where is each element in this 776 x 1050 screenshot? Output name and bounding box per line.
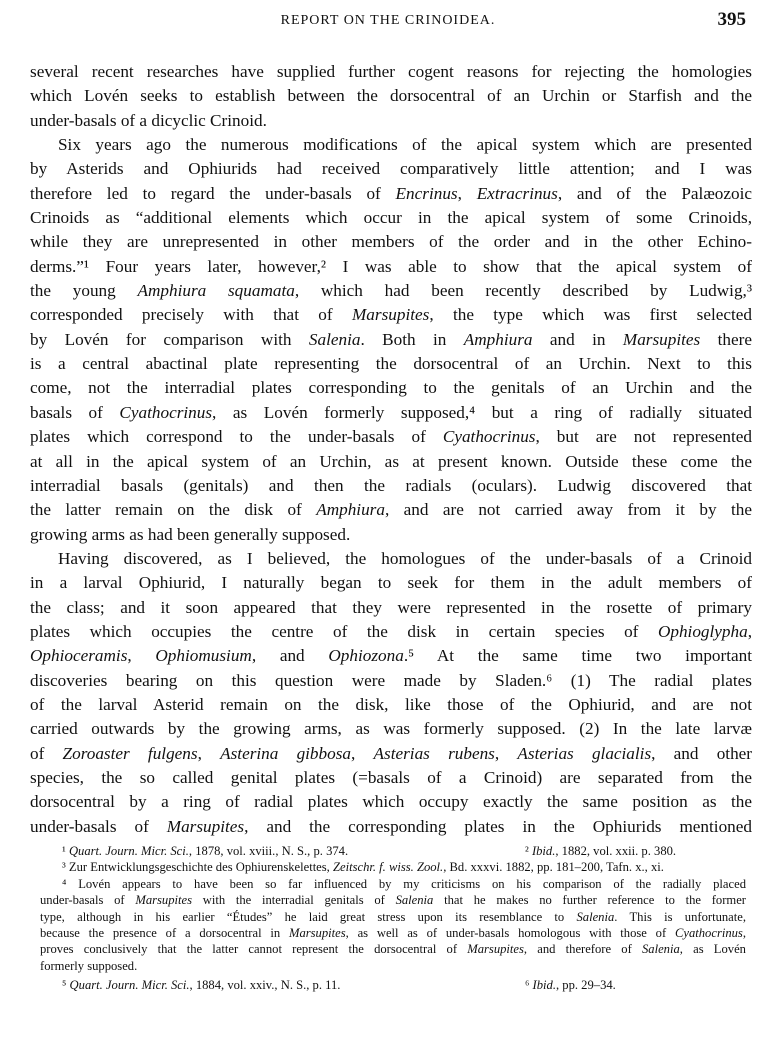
italic-text: Ophioglypha (657, 621, 748, 641)
text-run: , but are not represented (535, 427, 753, 447)
text-run: which Lovén seeks to establish between the dorsocentral of an Urchin or Starfish and the (30, 86, 752, 106)
text-line (30, 84, 752, 108)
italic-text: Encrinus (395, 183, 458, 203)
text-run: come, not the interradial plates corresponding to the genitals of an Urchin and the (30, 378, 752, 398)
text-run: ⁶ (525, 978, 533, 993)
text-line (30, 303, 752, 327)
text-run: , as Lovén (679, 942, 746, 957)
text-line (30, 425, 752, 449)
italic-text: Cyathocrinus (119, 402, 213, 422)
text-run: under-basals of (30, 816, 167, 836)
text-line (30, 766, 752, 790)
italic-text: Marsupites (351, 305, 430, 325)
text-run: , as Lovén formerly supposed,⁴ but a ring of radially situated (212, 402, 752, 422)
text-line (30, 279, 752, 303)
text-run: ² (525, 844, 532, 858)
footnote-right (525, 977, 616, 993)
text-run: discoveries bearing on this question were made by Sladen.⁶ (1) The radial plates (30, 670, 752, 690)
italic-text: Amphiura (316, 500, 385, 520)
text-run: , and therefore of (523, 942, 642, 957)
text-line (30, 133, 752, 157)
text-line (30, 620, 752, 644)
italic-text: Marsupites (288, 925, 346, 940)
text-run: , (127, 646, 156, 666)
text-line (30, 717, 752, 741)
text-run: basals of (30, 402, 120, 422)
text-run: , and of the Palæozoic (557, 183, 753, 203)
footnote-line (40, 843, 746, 859)
text-run: , (457, 183, 477, 203)
text-run: , (747, 621, 752, 641)
italic-text: Marsupites (135, 893, 193, 908)
italic-text: Asterias glacialis (517, 743, 652, 763)
footnote-line (40, 859, 746, 875)
text-run: .⁵ At the same time two important (403, 646, 752, 666)
text-run: , 1882, vol. xxii. p. 380. (555, 844, 677, 858)
text-run: , and (251, 646, 329, 666)
text-run: , (494, 743, 518, 763)
italic-text: Salenia (308, 329, 361, 349)
text-line (30, 182, 752, 206)
italic-text: Zeitschr. f. wiss. Zool. (332, 860, 444, 875)
text-run: formerly supposed. (40, 958, 138, 973)
footnote-right (525, 843, 676, 859)
italic-text: Quart. Journ. Micr. Sci. (68, 844, 189, 858)
text-run: , and the corresponding plates in the Ophiurids mentioned (244, 816, 752, 836)
text-line (30, 60, 752, 84)
footnote-line (40, 941, 746, 957)
text-run: under-basals of (40, 893, 136, 908)
text-line (30, 352, 752, 376)
text-run: , Bd. xxxvi. 1882, pp. 181–200, Tafn. x., xi. (443, 860, 664, 875)
text-run: of the larval Asterid remain on the disk, like those of the Ophiurid, and are not (30, 694, 752, 714)
text-line (30, 693, 752, 717)
italic-text: Quart. Journ. Micr. Sci. (69, 978, 190, 993)
italic-text: Ophiozona (328, 646, 404, 666)
text-run: of (30, 743, 63, 763)
italic-text: Asterina gibbosa (220, 743, 352, 763)
text-run: interradial basals (genitals) and then the radials (oculars). Ludwig discovered that (30, 475, 752, 495)
italic-text: Cyathocrinus (442, 427, 536, 447)
text-line (30, 230, 752, 254)
text-line (30, 255, 752, 279)
text-run: that he makes no further reference to the former (433, 893, 746, 908)
text-line (30, 450, 752, 474)
text-line (30, 571, 752, 595)
text-run: Six years ago the numerous modifications of the apical system which are presented (58, 135, 752, 155)
footnote-line (40, 909, 746, 925)
running-title: REPORT ON THE CRINOIDEA. (280, 13, 496, 28)
text-run: , (197, 743, 221, 763)
italic-text: Asterias rubens (373, 743, 495, 763)
text-line (30, 498, 752, 522)
text-run: with the interradial genitals of (192, 893, 396, 908)
text-line (30, 109, 752, 133)
text-line (30, 474, 752, 498)
text-run: , 1884, vol. xxiv., N. S., p. 11. (189, 978, 341, 993)
text-run: while they are unrepresented in other members of the order and in the other Echino- (30, 232, 752, 252)
text-run: , (351, 743, 374, 763)
italic-text: Zoroaster fulgens (62, 743, 198, 763)
footnote-line (40, 925, 746, 941)
text-run: ¹ (62, 844, 69, 858)
text-run: plates which occupies the centre of the disk in certain species of (30, 621, 658, 641)
footnote-line (40, 977, 746, 993)
text-run: type, although in his earlier “Études” he laid great stress upon its resemblance to (40, 909, 577, 924)
page-number: 395 (717, 9, 746, 30)
text-line (30, 547, 752, 571)
italic-text: Ibid. (531, 844, 556, 858)
text-run: is a central abactinal plate representing the dorsocentral of an Urchin. Next to this (30, 354, 752, 374)
text-run: derms.”¹ Four years later, however,² I was able to show that the apical system of (30, 256, 752, 276)
text-line (30, 815, 752, 839)
text-line (30, 669, 752, 693)
text-run: in a larval Ophiurid, I naturally began to seek for them in the adult members of (30, 573, 752, 593)
italic-text: Salenia (395, 893, 434, 908)
text-run: Crinoids as “additional elements which occur in the apical system of some Crinoids, (30, 208, 752, 228)
italic-text: Marsupites (622, 329, 701, 349)
text-run: dorsocentral by a ring of radial plates which occupy exactly the same position as the (30, 792, 752, 812)
text-run: carried outwards by the growing arms, as was formerly supposed. (2) In the late larvæ (30, 719, 752, 739)
text-run: Having discovered, as I believed, the homologues of the under-basals of a Crinoid (58, 548, 752, 568)
text-run: the class; and it soon appeared that they were represented in the rosette of primary (30, 597, 752, 617)
text-line (30, 644, 752, 668)
text-run: the young (30, 281, 138, 301)
text-run: , the type which was first selected (429, 305, 752, 325)
text-run: ³ Zur Entwicklungsgeschichte des Ophiurenskelettes, (62, 860, 333, 875)
text-run: by Asterids and Ophiurids had received comparatively little attention; and I was (30, 159, 752, 179)
text-line (30, 523, 752, 547)
text-run: by Lovén for comparison with (30, 329, 309, 349)
text-run: and in (532, 329, 623, 349)
text-run: , pp. 29–34. (555, 978, 616, 993)
italic-text: Cyathocrinus (674, 925, 743, 940)
text-run: the latter remain on the disk of (30, 500, 317, 520)
text-line (30, 790, 752, 814)
footnotes (40, 843, 746, 994)
text-run: there (700, 329, 752, 349)
text-run: . This is unfortunate, (614, 909, 746, 924)
text-run: . Both in (360, 329, 464, 349)
text-run: , (742, 925, 746, 940)
italic-text: Ophioceramis (30, 646, 128, 666)
text-run: under-basals of a dicyclic Crinoid. (30, 110, 267, 130)
italic-text: Extracrinus (476, 183, 558, 203)
text-run: species, the so called genital plates (=basals of a Crinoid) are separated from the (30, 767, 752, 787)
text-run: ⁴ Lovén appears to have been so far influenced by my criticisms on his comparison of the radially placed (62, 876, 746, 891)
text-run: several recent researches have supplied further cogent reasons for rejecting the homologies (30, 62, 752, 81)
text-run: , 1878, vol. xviii., N. S., p. 374. (188, 844, 349, 858)
text-run: therefore led to regard the under-basals of (30, 183, 396, 203)
text-line (30, 157, 752, 181)
text-run: proves conclusively that the latter cannot represent the dorsocentral of (40, 942, 468, 957)
text-run: ⁵ (62, 978, 70, 993)
italic-text: Ibid. (532, 978, 556, 993)
text-run: growing arms as had been generally supposed. (30, 524, 351, 544)
text-run: , and are not carried away from it by the (384, 500, 752, 520)
text-line (30, 742, 752, 766)
page-header (30, 8, 746, 32)
text-run: , as well as of under-basals homologous with those of (345, 925, 675, 940)
text-run: because the presence of a dorsocentral in (40, 925, 289, 940)
footnote-line (40, 892, 746, 908)
text-line (30, 401, 752, 425)
text-run: plates which correspond to the under-basals of (30, 427, 443, 447)
italic-text: Salenia (576, 909, 615, 924)
italic-text: Amphiura squamata (137, 281, 295, 301)
text-run: , which had been recently described by Ludwig,³ (294, 281, 752, 301)
italic-text: Marsupites (166, 816, 245, 836)
footnote-line (40, 876, 746, 892)
text-line (30, 206, 752, 230)
italic-text: Amphiura (463, 329, 533, 349)
text-line (30, 376, 752, 400)
italic-text: Salenia (641, 942, 680, 957)
italic-text: Ophiomusium (155, 646, 252, 666)
footnote-line (40, 958, 746, 974)
text-run: at all in the apical system of an Urchin, as at present known. Outside these come the (30, 451, 752, 471)
text-run: , and other (651, 743, 753, 763)
text-line (30, 596, 752, 620)
main-text (30, 60, 752, 839)
italic-text: Marsupites (467, 942, 524, 957)
text-run: corresponded precisely with that of (30, 305, 352, 325)
text-line (30, 328, 752, 352)
